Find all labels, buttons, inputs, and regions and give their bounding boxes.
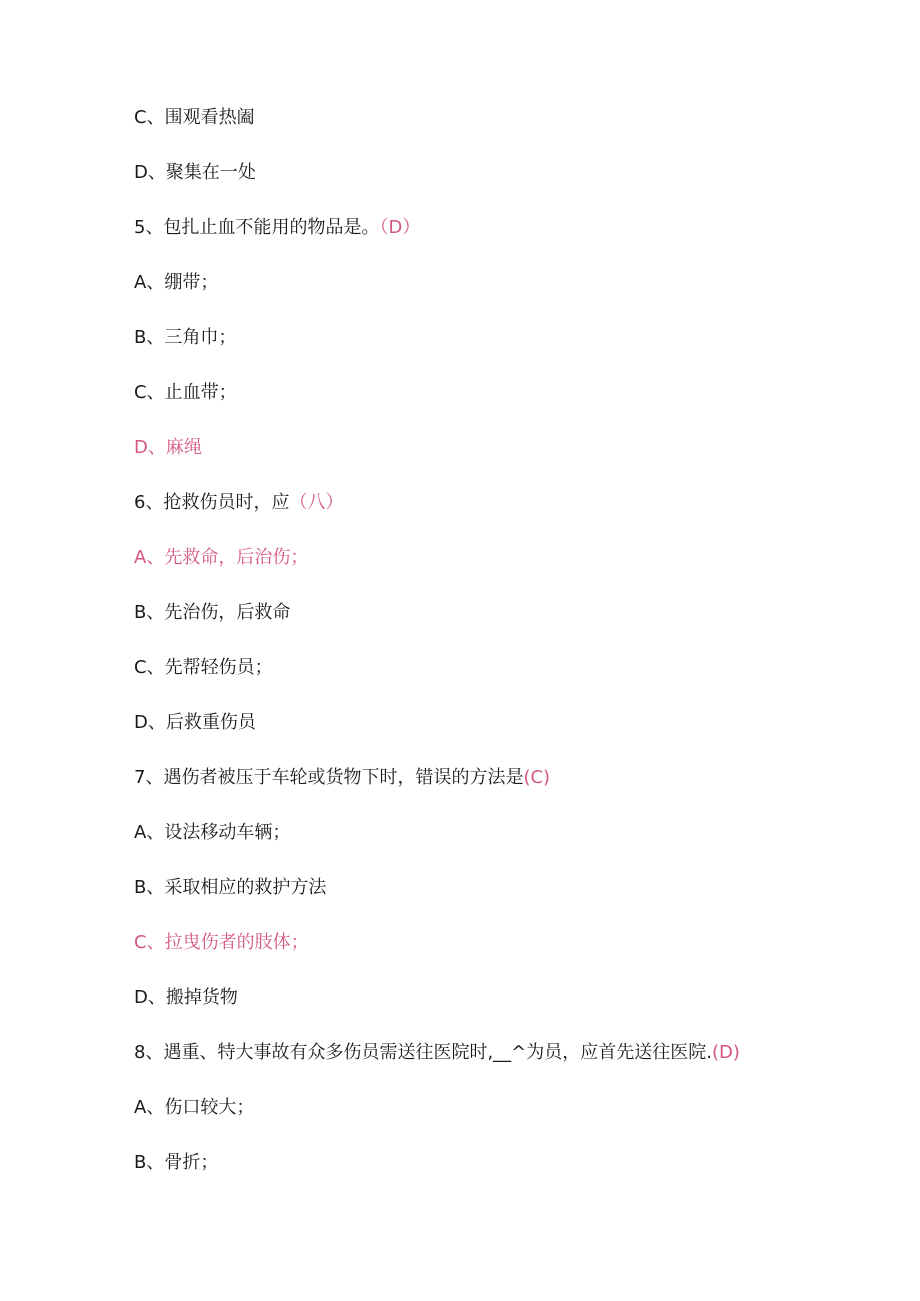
question-text: 8、遇重、特大事故有众多伤员需送往医院时,__^为员，应首先送往医院. [134,1042,712,1063]
option-text: D、后救重伤员 [134,712,256,733]
option-line [134,106,255,130]
option-line [134,381,237,405]
option-line [134,821,290,845]
option-text: D、聚集在一处 [134,162,256,183]
correct-option-text: D、麻绳 [134,437,202,458]
option-text: B、采取相应的救护方法 [134,877,327,898]
option-text: C、止血带； [134,382,237,403]
option-line-correct [134,436,202,460]
option-line [134,656,273,680]
option-text: B、先治伤，后救命 [134,602,291,623]
option-line [134,1096,254,1120]
option-text: C、先帮轻伤员； [134,657,273,678]
question-text: 5、包扎止血不能用的物品是。 [134,217,380,238]
option-text: A、伤口较大； [134,1097,255,1118]
option-line [134,161,256,185]
option-line [134,326,236,350]
answer-key: （八） [289,492,344,513]
option-text: B、三角巾； [134,327,237,348]
question-text: 7、遇伤者被压于车轮或货物下时，错误的方法是 [134,767,524,788]
correct-option-text: C、拉曳伤者的肢体； [134,932,309,953]
option-text: D、搬掉货物 [134,987,238,1008]
answer-key: （D） [379,217,421,238]
option-text: A、设法移动车辆； [134,822,291,843]
option-text: A、绷带； [134,272,219,293]
option-line [134,876,326,900]
question-line [134,766,550,790]
option-text: B、骨折； [134,1152,219,1173]
question-line [134,491,343,515]
question-line [134,216,420,240]
answer-key: (C) [523,767,551,788]
option-text: C、围观看热阖 [134,107,255,128]
option-line-correct [134,931,309,955]
option-line [134,986,238,1010]
option-line-correct [134,546,308,570]
option-line [134,1151,218,1175]
option-line [134,601,290,625]
correct-option-text: A、先救命，后治伤； [134,547,309,568]
option-line [134,711,256,735]
question-text: 6、抢救伤员时，应 [134,492,290,513]
answer-key: (D) [711,1042,740,1063]
option-line [134,271,218,295]
question-line [134,1041,740,1065]
